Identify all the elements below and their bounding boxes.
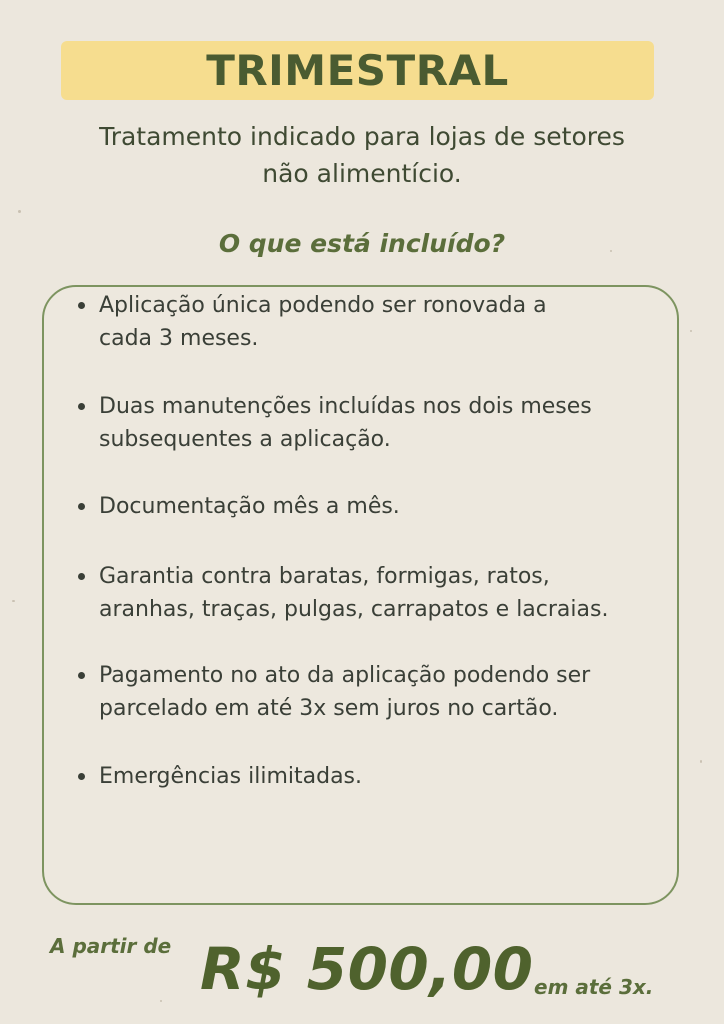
feature-text-line-2: cada 3 meses. (99, 326, 259, 351)
price-value: R$ 500,00 (200, 935, 534, 1003)
feature-text-line-2: aranhas, traças, pulgas, carrapatos e lacraias. (99, 597, 609, 622)
feature-item-payment (99, 659, 709, 725)
plan-title: TRIMESTRAL (206, 46, 509, 95)
feature-text-line-1: Pagamento no ato da aplicação podendo ser (99, 663, 591, 688)
feature-item-documentation (99, 490, 709, 523)
bullet-icon (78, 672, 85, 679)
feature-text-line-1: Emergências ilimitadas. (99, 764, 363, 789)
feature-text-line-2: parcelado em até 3x sem juros no cartão. (99, 696, 559, 721)
plan-description-line-2: não alimentício. (262, 159, 462, 188)
title-banner (61, 41, 654, 100)
feature-text-line-1: Garantia contra baratas, formigas, ratos, (99, 564, 550, 589)
feature-text-line-2: subsequentes a aplicação. (99, 427, 391, 452)
feature-item-renewable-application (99, 289, 709, 355)
feature-text-line-1: Duas manutenções incluídas nos dois meses (99, 394, 592, 419)
feature-text-line-1: Aplicação única podendo ser ronovada a (99, 293, 547, 318)
bullet-icon (78, 302, 85, 309)
bullet-icon (78, 503, 85, 510)
feature-text-line-1: Documentação mês a mês. (99, 494, 400, 519)
price-prefix: A partir de (50, 934, 172, 958)
bullet-icon (78, 573, 85, 580)
features-box (42, 285, 679, 905)
feature-item-maintenance (99, 390, 709, 456)
price-suffix: em até 3x. (534, 975, 654, 999)
plan-description (40, 118, 684, 192)
bullet-icon (78, 403, 85, 410)
plan-description-line-1: Tratamento indicado para lojas de setores (99, 122, 625, 151)
bullet-icon (78, 773, 85, 780)
included-heading: O que está incluído? (218, 229, 506, 258)
feature-item-emergencies (99, 760, 709, 793)
feature-item-guarantee (99, 560, 709, 626)
